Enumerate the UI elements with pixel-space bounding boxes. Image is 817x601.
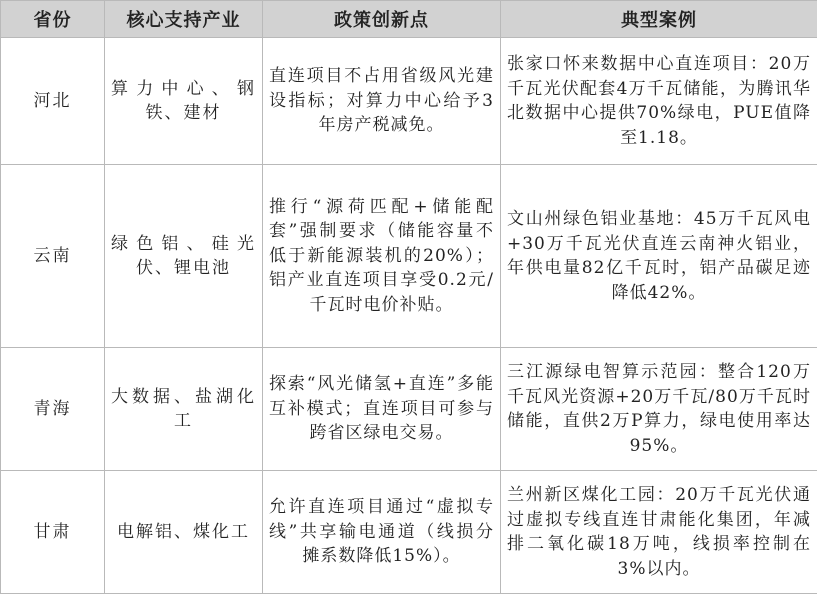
cell-policy: 推行“源荷匹配+储能配套”强制要求（储能容量不低于新能源装机的20%）；铝产业直连项目享受0.2元/千瓦时电价补贴。: [263, 165, 501, 348]
cell-industries: 算力中心、钢铁、建材: [105, 38, 263, 165]
header-industries: 核心支持产业: [105, 1, 263, 38]
cell-case: 文山州绿色铝业基地：45万千瓦风电+30万千瓦光伏直连云南神火铝业，年供电量82亿千瓦时，铝产品碳足迹降低42%。: [501, 165, 817, 348]
cell-case: 兰州新区煤化工园：20万千瓦光伏通过虚拟专线直连甘肃能化集团，年减排二氧化碳18万吨，线损率控制在3%以内。: [501, 471, 817, 594]
header-province: 省份: [1, 1, 105, 38]
cell-province: 青海: [1, 348, 105, 471]
header-case: 典型案例: [501, 1, 817, 38]
table-row: [1, 348, 817, 471]
cell-industries: 大数据、盐湖化工: [105, 348, 263, 471]
cell-case: 三江源绿电智算示范园：整合120万千瓦风光资源+20万千瓦/80万千瓦时储能，直供2万P算力，绿电使用率达95%。: [501, 348, 817, 471]
header-policy: 政策创新点: [263, 1, 501, 38]
table-header-row: [1, 1, 817, 38]
cell-industries: 电解铝、煤化工: [105, 471, 263, 594]
cell-province: 甘肃: [1, 471, 105, 594]
table-row: [1, 165, 817, 348]
cell-policy: 允许直连项目通过“虚拟专线”共享输电通道（线损分摊系数降低15%）。: [263, 471, 501, 594]
cell-case: 张家口怀来数据中心直连项目：20万千瓦光伏配套4万千瓦储能，为腾讯华北数据中心提供70%绿电，PUE值降至1.18。: [501, 38, 817, 165]
cell-policy: 直连项目不占用省级风光建设指标；对算力中心给予3年房产税减免。: [263, 38, 501, 165]
table-row: [1, 38, 817, 165]
cell-province: 河北: [1, 38, 105, 165]
cell-policy: 探索“风光储氢+直连”多能互补模式；直连项目可参与跨省区绿电交易。: [263, 348, 501, 471]
cell-industries: 绿色铝、硅光伏、锂电池: [105, 165, 263, 348]
cell-province: 云南: [1, 165, 105, 348]
table-row: [1, 471, 817, 594]
